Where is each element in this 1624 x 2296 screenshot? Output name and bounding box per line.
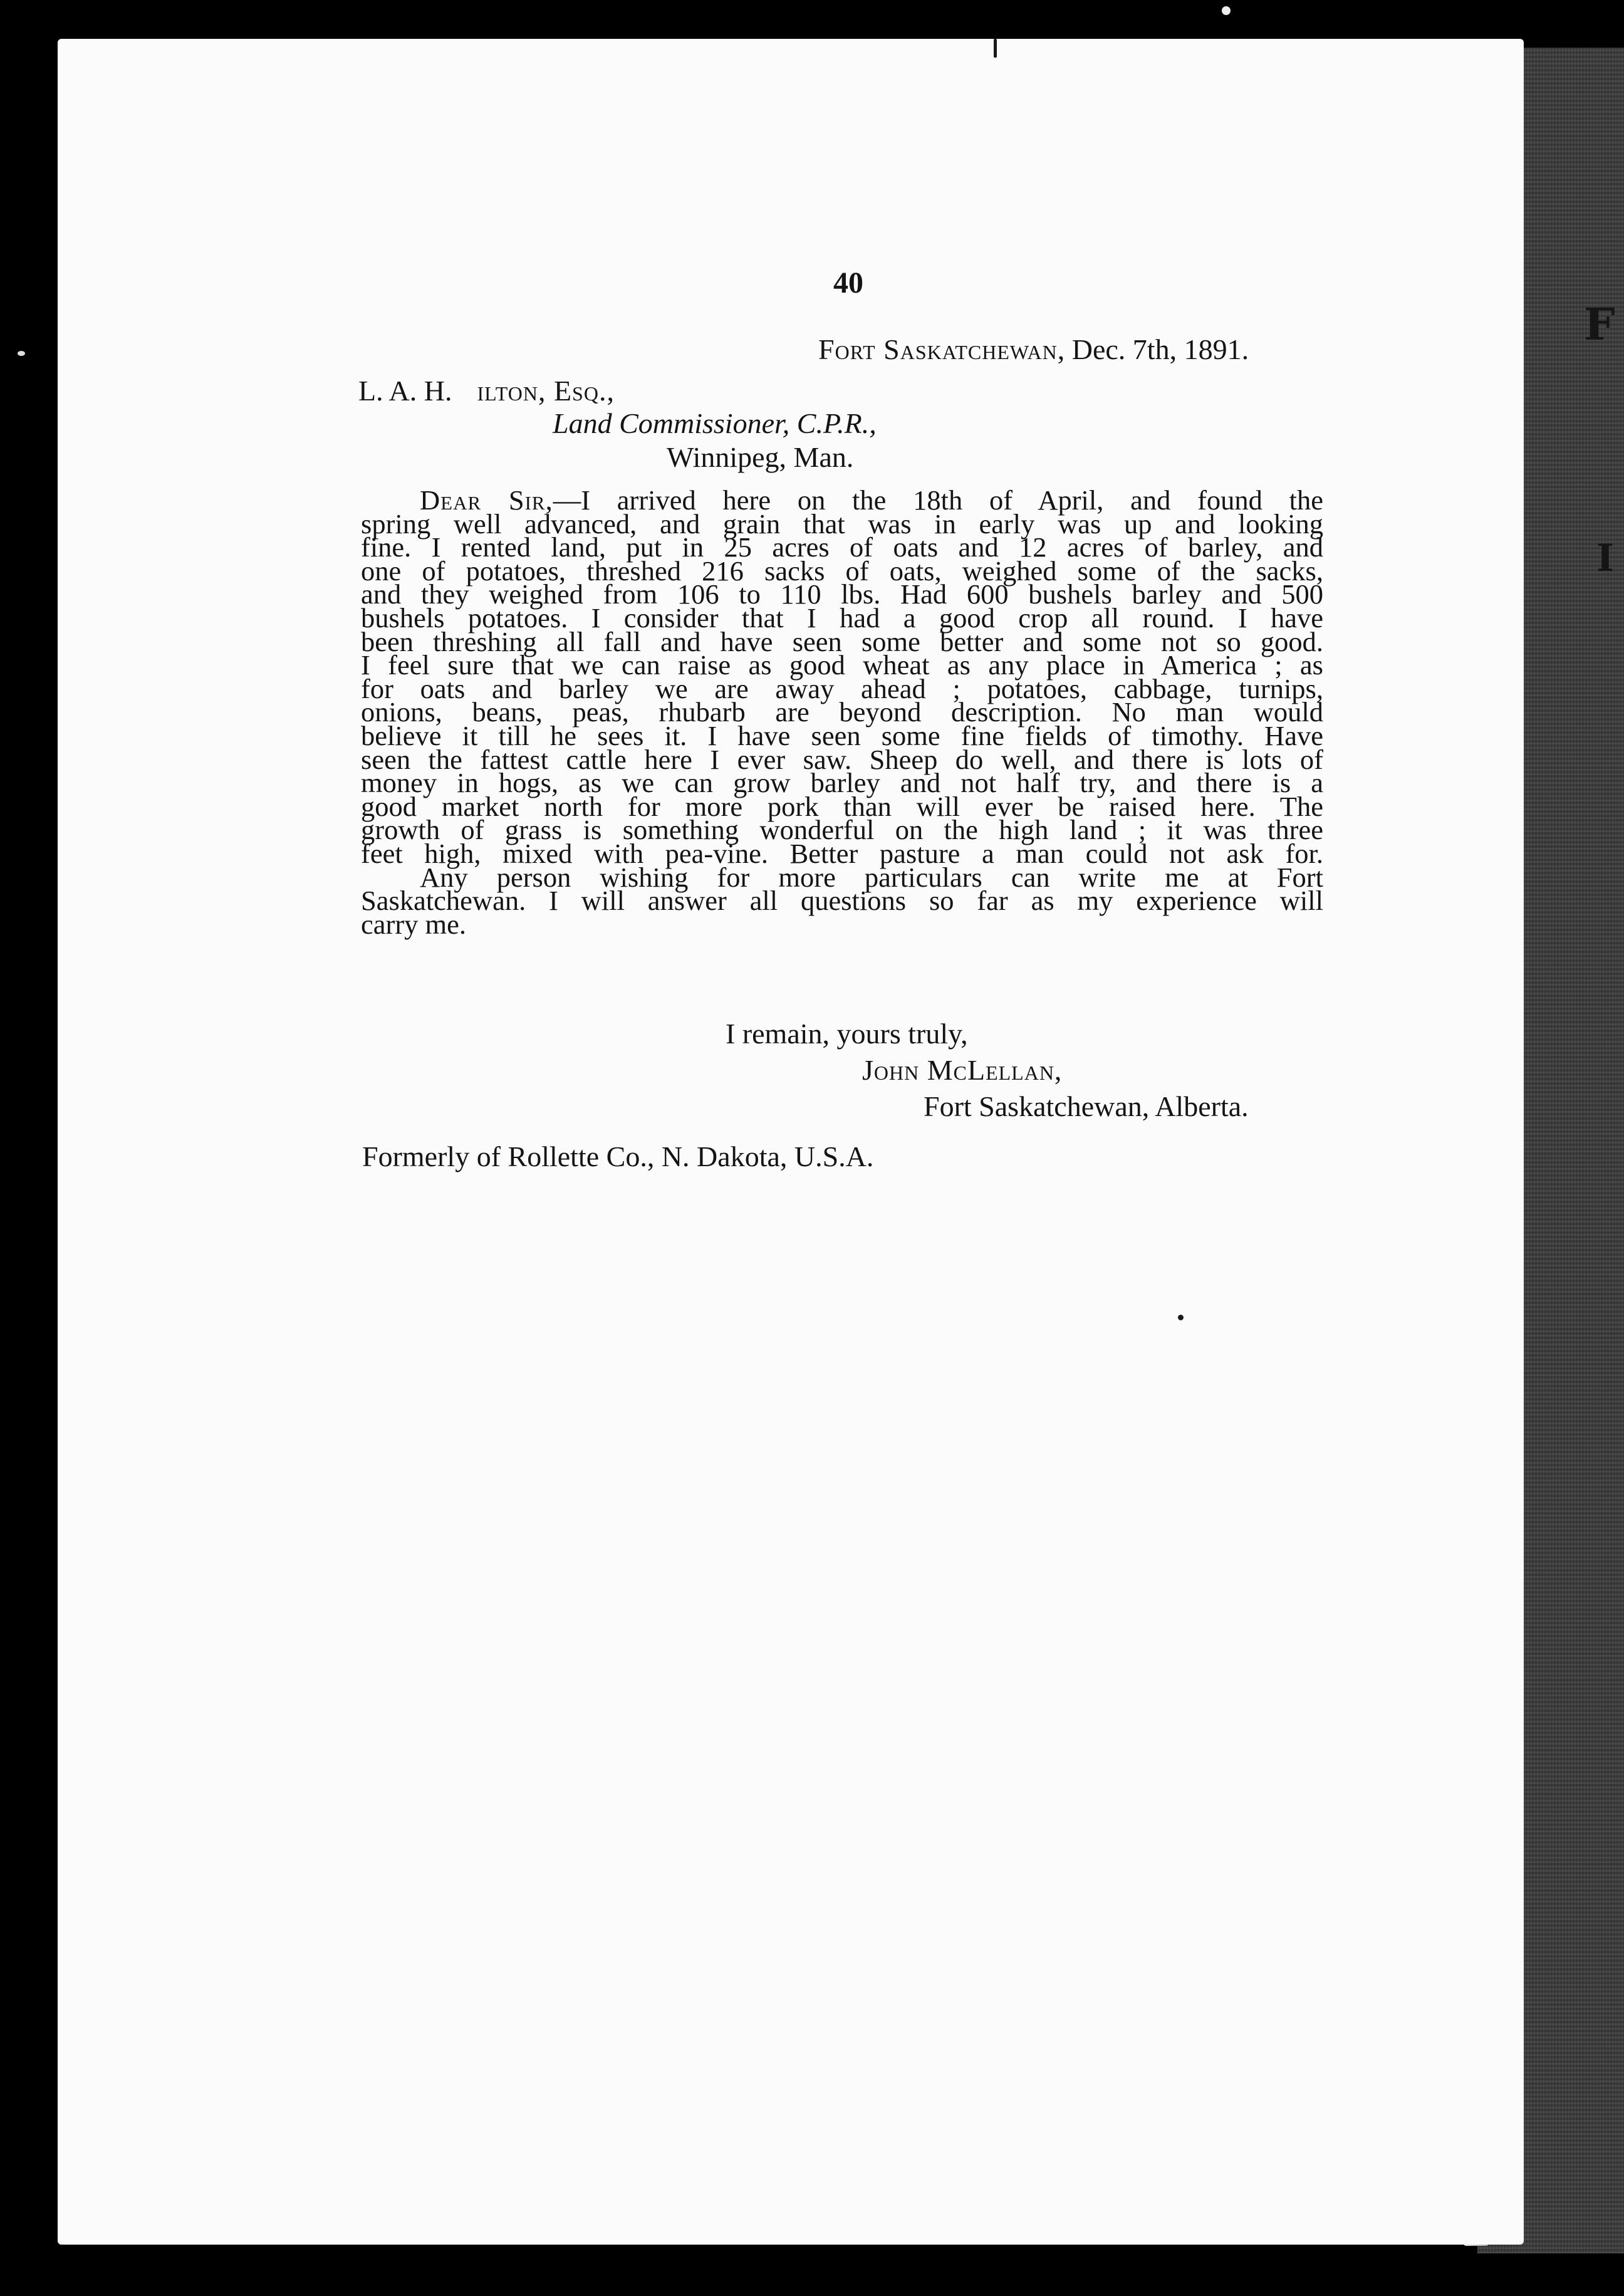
scan-speck xyxy=(18,351,25,356)
scan-speck xyxy=(1178,1315,1184,1320)
dateline-date: Dec. 7th, 1891. xyxy=(1071,333,1249,365)
signature-location: Fort Saskatchewan, Alberta. xyxy=(924,1090,1249,1122)
letter-line: growth of grass is something wonderful on the high land ; it was three xyxy=(361,814,1323,846)
letter-line: carry me. xyxy=(361,908,467,940)
dateline-place: Fort Saskatchewan xyxy=(818,333,1058,365)
cover-ornament-mid: I xyxy=(1596,536,1615,580)
postscript: Formerly of Rollette Co., N. Dakota, U.S.A. xyxy=(362,1140,874,1172)
page-number: 40 xyxy=(833,266,863,300)
letter-line: money in hogs, as we can grow barley and not half try, and there is a xyxy=(361,767,1323,799)
salutation: Dear Sir, xyxy=(420,484,553,516)
letter-line: feet high, mixed with pea-vine. Better pasture a man could not ask for. xyxy=(361,837,1323,869)
letter-line: bushels potatoes. I consider that I had a good crop all round. I have xyxy=(361,602,1323,634)
letter-line: been threshing all fall and have seen some better and some not so good. xyxy=(361,625,1323,657)
addressee-initials: L. A. H. xyxy=(358,375,452,407)
letter-line: seen the fattest cattle here I ever saw. Sheep do well, and there is lots of xyxy=(361,743,1323,775)
letter-line: I feel sure that we can raise as good wheat as any place in America ; as xyxy=(361,649,1323,681)
dateline-comma: , xyxy=(1057,333,1072,365)
signature-name: John McLellan, xyxy=(862,1054,1063,1086)
letter-line: good market north for more pork than will ever be raised here. The xyxy=(361,790,1323,822)
letter-line: Saskatchewan. I will answer all questions so far as my experience will xyxy=(361,885,1323,917)
letter-line: one of potatoes, threshed 216 sacks of oats, weighed some of the sacks, xyxy=(361,555,1323,587)
letter-line: fine. I rented land, put in 25 acres of oats and 12 acres of barley, and xyxy=(361,531,1323,563)
letter-line: for oats and barley we are away ahead ; potatoes, cabbage, turnips, xyxy=(361,672,1323,704)
closing: I remain, yours truly, xyxy=(726,1018,968,1050)
addressee-surname: ilton, Esq., xyxy=(477,375,615,407)
letter-body xyxy=(361,484,1324,940)
scan-speck xyxy=(994,39,997,58)
addressee-location: Winnipeg, Man. xyxy=(667,441,854,473)
addressee-name xyxy=(358,375,615,407)
dateline xyxy=(818,333,1249,365)
letter-line: and they weighed from 106 to 110 lbs. Had 600 bushels barley and 500 xyxy=(361,578,1323,610)
letter-line: Any person wishing for more particulars can write me at Fort xyxy=(420,861,1323,893)
cover-ornament-top: F xyxy=(1584,298,1615,350)
letter-line: believe it till he sees it. I have seen some fine fields of timothy. Have xyxy=(361,719,1323,751)
letter-line: spring well advanced, and grain that was in early was up and looking xyxy=(361,508,1323,540)
scan-speck xyxy=(1222,6,1231,15)
addressee-title: Land Commissioner, C.P.R., xyxy=(553,407,877,439)
letter-line-text: —I arrived here on the 18th of April, and found the xyxy=(553,484,1324,516)
letter-line: onions, beans, peas, rhubarb are beyond description. No man would xyxy=(361,696,1323,728)
